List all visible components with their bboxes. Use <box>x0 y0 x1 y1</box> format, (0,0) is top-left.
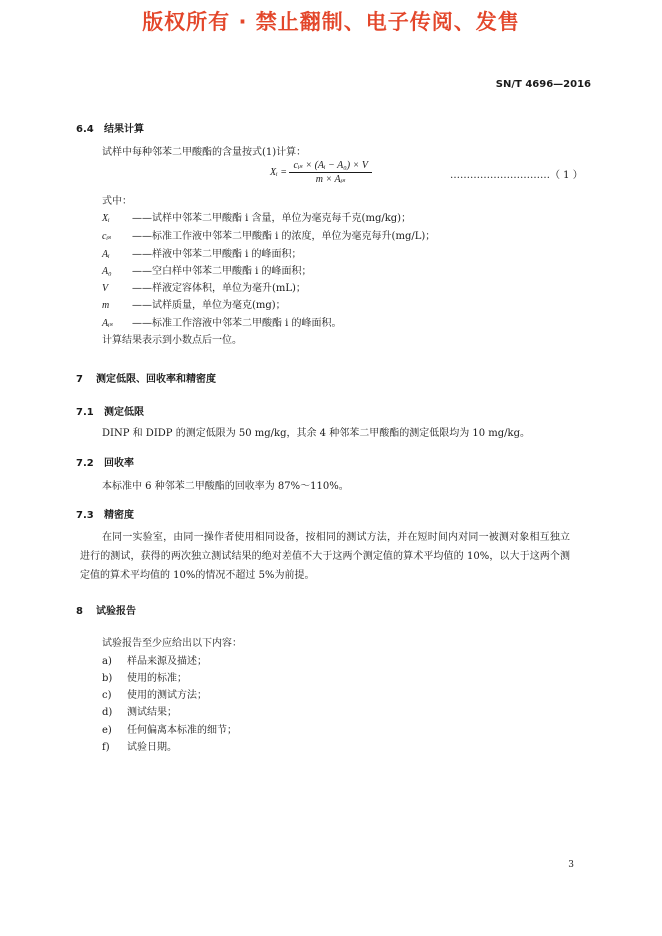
variable-row <box>102 230 435 244</box>
variable-row <box>102 282 306 296</box>
variable-row <box>102 299 286 313</box>
variable-row <box>102 265 312 279</box>
list-marker: f) <box>102 742 110 753</box>
list-marker: c) <box>102 690 112 701</box>
variable-symbol: Aᵢ <box>102 249 110 260</box>
variable-description: ——样液中邻苯二甲酸酯 i 的峰面积； <box>132 249 302 260</box>
section-7-1-heading <box>76 403 144 418</box>
list-text: 样品来源及描述； <box>127 656 207 667</box>
section-title: 回收率 <box>104 458 134 469</box>
formula-tag: …………………………（ 1 ） <box>450 170 583 181</box>
formula <box>270 160 372 185</box>
formula-denominator: m × Aᵢₛ <box>315 174 346 185</box>
variable-symbol: m <box>102 300 110 311</box>
list-marker: d) <box>102 707 113 718</box>
page-number: 3 <box>568 860 574 870</box>
section-8-heading <box>76 602 136 617</box>
variable-description: ——试样质量，单位为毫克(mg)； <box>132 300 286 311</box>
section-number: 6.4 <box>76 124 94 135</box>
variable-description: ——试样中邻苯二甲酸酯 i 含量，单位为毫克每千克(mg/kg)； <box>132 213 412 224</box>
variable-row <box>102 248 302 262</box>
list-marker: e) <box>102 725 112 736</box>
recovery-text: 本标准中 6 种邻苯二甲酸酯的回收率为 87%～110%。 <box>102 481 349 492</box>
section-6-4-heading <box>76 120 144 135</box>
list-item <box>102 724 237 738</box>
list-text: 试验日期。 <box>127 742 177 753</box>
list-item <box>102 672 187 686</box>
list-item <box>102 655 207 669</box>
section-number: 7 <box>76 374 83 385</box>
detection-limit-text: DINP 和 DIDP 的测定低限为 50 mg/kg，其余 4 种邻苯二甲酸酯的测定低限均为 10 mg/kg。 <box>102 428 531 439</box>
variable-symbol: cᵢₛ <box>102 231 112 242</box>
section-number: 7.1 <box>76 407 94 418</box>
list-item <box>102 706 177 720</box>
copyright-watermark: 版权所有 · 禁止翻制、电子传阅、发售 <box>142 10 520 34</box>
variable-symbol: Xᵢ <box>102 213 110 224</box>
section-title: 试验报告 <box>96 606 136 617</box>
section-number: 8 <box>76 606 83 617</box>
list-text: 使用的测试方法； <box>127 690 207 701</box>
standard-code: SN/T 4696—2016 <box>495 79 591 90</box>
variable-description: ——标准工作液中邻苯二甲酸酯 i 的浓度，单位为毫克每升(mg/L)； <box>132 231 436 242</box>
section-title: 结果计算 <box>104 124 144 135</box>
variable-description: ——样液定容体积，单位为毫升(mL)； <box>132 283 306 294</box>
section-7-2-heading <box>76 454 134 469</box>
section-number: 7.2 <box>76 458 94 469</box>
section-title: 测定低限 <box>104 407 144 418</box>
list-marker: b) <box>102 673 113 684</box>
section-title: 精密度 <box>104 510 134 521</box>
variable-description: ——标准工作溶液中邻苯二甲酸酯 i 的峰面积。 <box>132 318 342 329</box>
section-title: 测定低限、回收率和精密度 <box>96 374 216 385</box>
list-item <box>102 689 207 703</box>
variable-row <box>102 317 342 331</box>
where-label: 式中： <box>102 196 132 207</box>
rounding-note: 计算结果表示到小数点后一位。 <box>102 335 242 346</box>
formula-lhs: Xᵢ = <box>270 166 287 178</box>
variable-symbol: V <box>102 283 109 294</box>
section-7-3-heading <box>76 506 134 521</box>
variable-description: ——空白样中邻苯二甲酸酯 i 的峰面积； <box>132 266 312 277</box>
formula-intro: 试样中每种邻苯二甲酸酯的含量按式(1)计算： <box>102 147 307 158</box>
report-intro: 试验报告至少应给出以下内容： <box>102 638 242 649</box>
list-item <box>102 741 177 755</box>
formula-numerator: cᵢₛ × (Aᵢ − A₀) × V <box>289 160 372 173</box>
list-marker: a) <box>102 656 112 667</box>
variable-symbol: Aᵢₛ <box>102 318 114 329</box>
precision-text: 在同一实验室，由同一操作者使用相同设备，按相同的测试方法，并在短时间内对同一被测对象相互独立进行的测试，获得的两次独立测试结果的绝对差值不大于这两个测定值的算术平均值的 10%，以大于这两个测定值的算术平均值的 10%的情况不超过 5%为前提。 <box>80 532 570 581</box>
formula-fraction <box>289 160 372 185</box>
section-number: 7.3 <box>76 510 94 521</box>
list-text: 使用的标准； <box>127 673 187 684</box>
section-7-heading <box>76 370 216 385</box>
list-text: 任何偏离本标准的细节； <box>127 725 237 736</box>
list-text: 测试结果； <box>127 707 177 718</box>
variable-row <box>102 212 411 226</box>
variable-symbol: A₀ <box>102 266 112 277</box>
